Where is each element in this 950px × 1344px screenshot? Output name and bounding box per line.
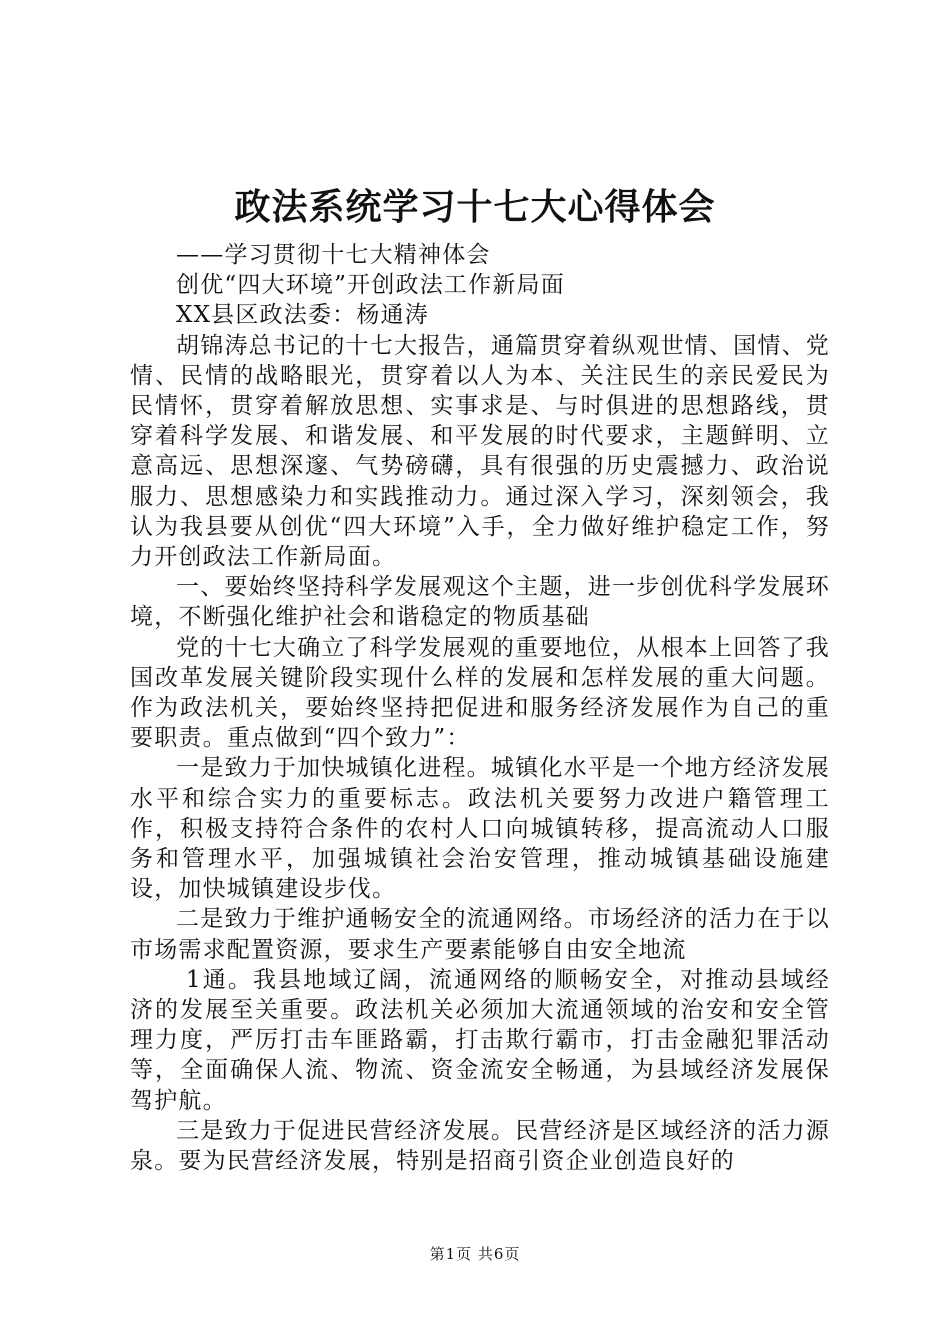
document-title: 政法系统学习十七大心得体会 [234,187,716,228]
section-heading: 一、要始终坚持科学发展观这个主题，进一步创优科学发展环境，不断强化维护社会和谐稳定的物质基础 [130,574,830,631]
body-paragraph: 胡锦涛总书记的十七大报告，通篇贯穿着纵观世情、国情、党情、民情的战略眼光，贯穿着以人为本、关注民生的亲民爱民为民情怀，贯穿着解放思想、实事求是、与时俱进的思想路线，贯穿着科学发展、和谐发展、和平发展的时代要求，主题鲜明、立意高远、思想深邃、气势磅礴，具有很强的历史震撼力、政治说服力、思想感染力和实践推动力。通过深入学习，深刻领会，我认为我县要从创优“四大环境”入手，全力做好维护稳定工作，努力开创政法工作新局面。 [130,332,830,571]
body-paragraph: 二是致力于维护通畅安全的流通网络。市场经济的活力在于以市场需求配置资源，要求生产要素能够自由安全地流 [130,906,830,963]
document-body [130,240,830,1176]
body-paragraph: 三是致力于促进民营经济发展。民营经济是区域经济的活力源泉。要为民营经济发展，特别是招商引资企业创造良好的 [130,1117,830,1175]
body-paragraph: 1通。我县地域辽阔，流通网络的顺畅安全，对推动县域经济的发展至关重要。政法机关必须加大流通领域的治安和安全管理力度，严厉打击车匪路霸，打击欺行霸市，打击金融犯罪活动等，全面确保人流、物流、资金流安全畅通，为县域经济发展保驾护航。 [130,966,830,1114]
author-line: XX县区政法委：杨通涛 [176,302,429,329]
body-paragraph: 一是致力于加快城镇化进程。城镇化水平是一个地方经济发展水平和综合实力的重要标志。政法机关要努力改进户籍管理工作，积极支持符合条件的农村人口向城镇转移，提高流动人口服务和管理水平，加强城镇社会治安管理，推动城镇基础设施建设，加快城镇建设步伐。 [130,755,830,903]
subtitle-line: 创优“四大环境”开创政法工作新局面 [176,272,565,299]
page-footer: 第1页 共6页 [429,1245,521,1263]
body-paragraph: 党的十七大确立了科学发展观的重要地位，从根本上回答了我国改革发展关键阶段实现什么样的发展和怎样发展的重大问题。作为政法机关，要始终坚持把促进和服务经济发展作为自己的重要职责。重点做到“四个致力”： [130,634,830,752]
subtitle-line: ——学习贯彻十七大精神体会 [176,242,491,268]
